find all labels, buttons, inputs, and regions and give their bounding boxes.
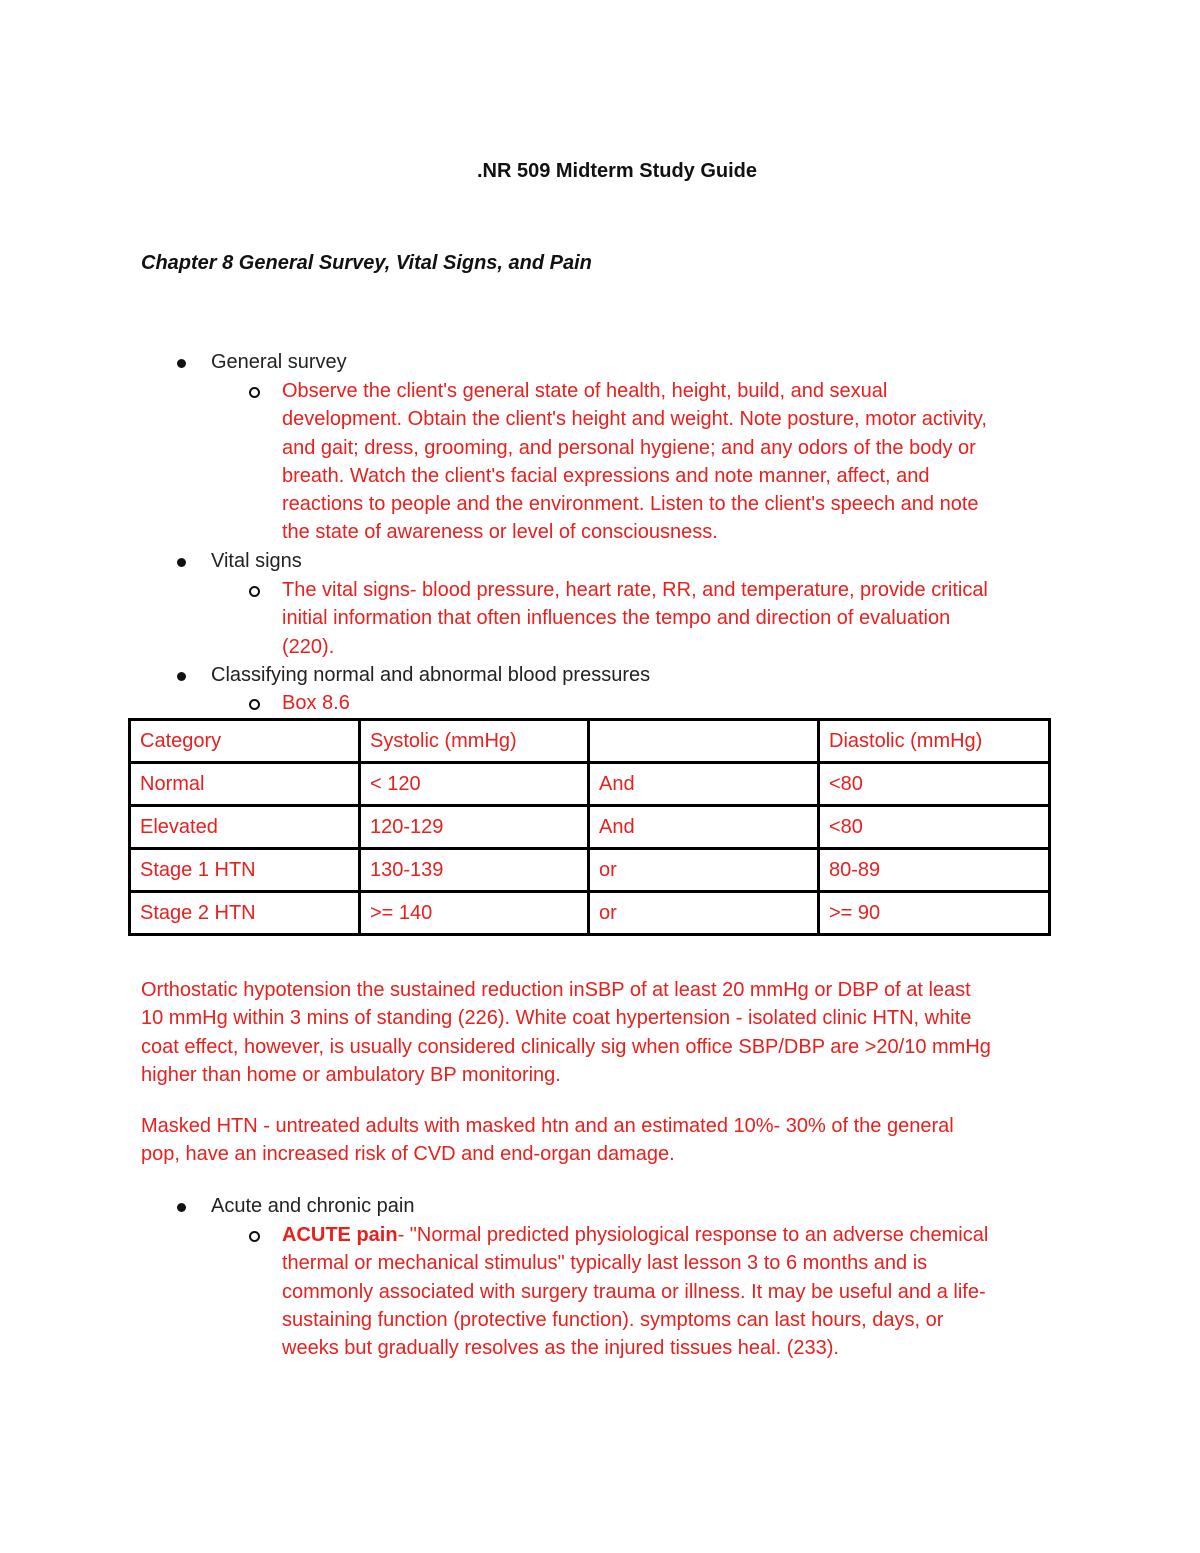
- table-cell: >= 140: [360, 892, 589, 935]
- text-line: thermal or mechanical stimulus" typically last lesson 3 to 6 months and is: [282, 1252, 928, 1275]
- orthostatic-paragraph: [141, 976, 1066, 1089]
- chapter-heading: Chapter 8 General Survey, Vital Signs, and Pain: [141, 252, 592, 274]
- general-survey-text: [282, 377, 1062, 547]
- bullet-circle-icon: [249, 699, 260, 710]
- table-cell: 130-139: [360, 849, 589, 892]
- text-line: breath. Watch the client's facial expressions and note manner, affect, and: [282, 464, 930, 487]
- text-line: Orthostatic hypotension the sustained reduction inSBP of at least 20 mmHg or DBP of at least: [141, 979, 971, 1001]
- bullet-dot-icon: [177, 558, 186, 567]
- bullet-circle-icon: [249, 1231, 260, 1242]
- table-cell: And: [589, 763, 819, 806]
- table-cell: or: [589, 849, 819, 892]
- table-cell: <80: [819, 806, 1050, 849]
- masked-htn-paragraph: [141, 1112, 1066, 1169]
- vital-signs-text: [282, 576, 1062, 661]
- text-line: initial information that often influences the tempo and direction of evaluation: [282, 607, 951, 630]
- text-line: pop, have an increased risk of CVD and end-organ damage.: [141, 1143, 675, 1166]
- document-title: .NR 509 Midterm Study Guide: [476, 160, 758, 182]
- table-cell: Category: [130, 720, 360, 763]
- text-line: reactions to people and the environment. Listen to the client's speech and note: [282, 493, 979, 516]
- text-line: The vital signs- blood pressure, heart rate, RR, and temperature, provide critical: [282, 579, 988, 601]
- text-line: Masked HTN - untreated adults with masked htn and an estimated 10%- 30% of the general: [141, 1115, 954, 1137]
- bullet-label: Vital signs: [211, 550, 302, 572]
- table-cell: <80: [819, 763, 1050, 806]
- bullet-label: Classifying normal and abnormal blood pressures: [211, 664, 651, 686]
- acute-pain-text: [282, 1221, 1062, 1362]
- table-row: [130, 763, 1050, 806]
- text-line: commonly associated with surgery trauma or illness. It may be useful and a life-: [282, 1280, 986, 1303]
- table-cell: [589, 720, 819, 763]
- table-header-row: [130, 720, 1050, 763]
- text-line: 10 mmHg within 3 mins of standing (226). White coat hypertension - isolated clinic HTN, white: [141, 1007, 972, 1030]
- table-cell: Stage 1 HTN: [130, 849, 360, 892]
- table-cell: Stage 2 HTN: [130, 892, 360, 935]
- acute-pain-label: ACUTE pain: [282, 1224, 398, 1246]
- table-cell: And: [589, 806, 819, 849]
- text-line: [282, 1221, 1062, 1249]
- table-row: [130, 806, 1050, 849]
- bullet-label: Acute and chronic pain: [211, 1195, 415, 1217]
- text-line: Observe the client's general state of health, height, build, and sexual: [282, 380, 888, 402]
- text-line: weeks but gradually resolves as the injured tissues heal. (233).: [282, 1337, 839, 1360]
- bullet-dot-icon: [177, 1203, 186, 1212]
- table-cell: Elevated: [130, 806, 360, 849]
- text-line: (220).: [282, 635, 335, 658]
- table-cell: 120-129: [360, 806, 589, 849]
- bullet-circle-icon: [249, 387, 260, 398]
- bp-classification-table: [128, 718, 1051, 936]
- table-cell: >= 90: [819, 892, 1050, 935]
- table-cell: < 120: [360, 763, 589, 806]
- text-line: the state of awareness or level of consciousness.: [282, 521, 718, 544]
- table-cell: Diastolic (mmHg): [819, 720, 1050, 763]
- bullet-dot-icon: [177, 359, 186, 368]
- text-span: - "Normal predicted physiological response to an adverse chemical: [397, 1224, 989, 1246]
- text-line: coat effect, however, is usually considered clinically sig when office SBP/DBP are >20/10 mmHg: [141, 1035, 991, 1058]
- text-line: and gait; dress, grooming, and personal hygiene; and any odors of the body or: [282, 436, 976, 459]
- table-cell: Normal: [130, 763, 360, 806]
- table-cell: 80-89: [819, 849, 1050, 892]
- table-row: [130, 892, 1050, 935]
- bullet-circle-icon: [249, 586, 260, 597]
- text-line: higher than home or ambulatory BP monitoring.: [141, 1063, 561, 1086]
- text-line: sustaining function (protective function). symptoms can last hours, days, or: [282, 1308, 944, 1331]
- table-row: [130, 849, 1050, 892]
- table-cell: or: [589, 892, 819, 935]
- table-cell: Systolic (mmHg): [360, 720, 589, 763]
- text-line: development. Obtain the client's height and weight. Note posture, motor activity,: [282, 408, 987, 431]
- bullet-dot-icon: [177, 672, 186, 681]
- box-reference: Box 8.6: [282, 692, 350, 714]
- bullet-label: General survey: [211, 351, 347, 373]
